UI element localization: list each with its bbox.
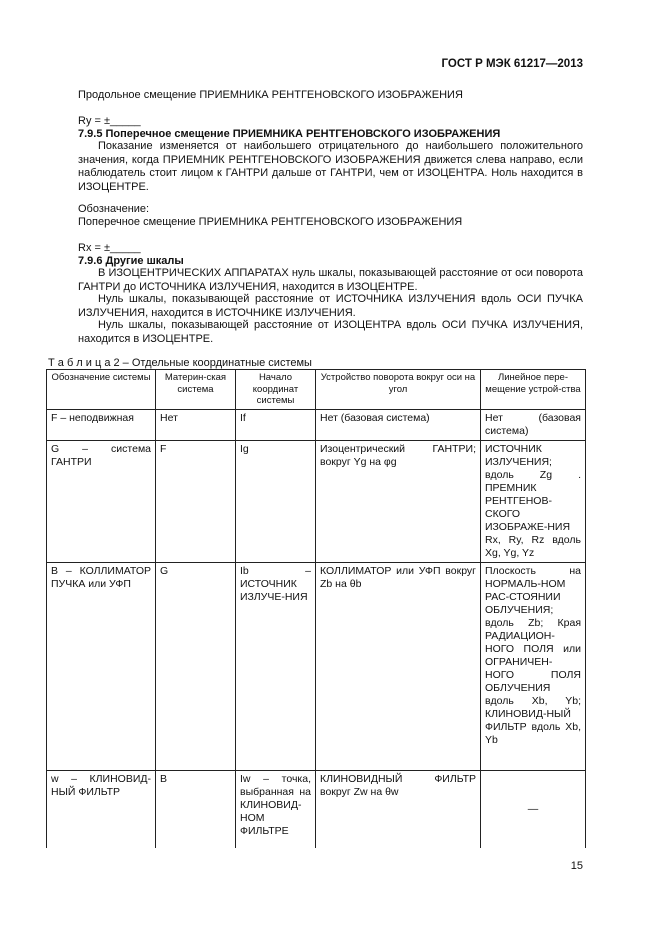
header-rotation: Устройство поворота вокруг оси на угол	[316, 370, 481, 410]
table-cell: If	[236, 409, 316, 440]
section-796-paragraph-1: В ИЗОЦЕНТРИЧЕСКИХ АППАРАТАХ нуль шкалы, показывающей расстояние от оси поворота ГАНТРИ до ИСТОЧНИКА ИЗЛУЧЕНИЯ, находится в ИЗОЦЕНТРЕ.	[78, 267, 583, 293]
page-number: 15	[570, 860, 583, 872]
table-cell: —	[481, 770, 586, 848]
notation-label: Обозначение:	[78, 203, 150, 215]
header-parent-system: Материн-ская система	[156, 370, 236, 410]
table-row	[47, 562, 586, 770]
section-796-paragraph-2: Нуль шкалы, показывающей расстояние от ИСТОЧНИКА ИЗЛУЧЕНИЯ вдоль ОСИ ПУЧКА ИЗЛУЧЕНИЯ, находится в ИСТОЧНИКЕ ИЗЛУЧЕНИЯ.	[78, 293, 583, 319]
table-cell: Нет (базовая система)	[316, 409, 481, 440]
ry-formula: Ry = ±_____	[78, 115, 141, 127]
standard-header: ГОСТ Р МЭК 61217—2013	[441, 58, 583, 70]
longitudinal-label: Продольное смещение ПРИЕМНИКА РЕНТГЕНОВСКОГО ИЗОБРАЖЕНИЯ	[78, 89, 463, 101]
section-795-text: Показание изменяется от наибольшего отрицательного до наибольшего положительного значения, когда ПРИЕМНИК РЕНТГЕНОВСКОГО ИЗОБРАЖЕНИЯ движется слева направо, если наблюдатель стоит лицом к ГАНТРИ дальше от ГАНТРИ, чем от ИЗОЦЕНТРА. Ноль находится в ИЗОЦЕНТРЕ.	[78, 140, 583, 193]
table-cell: B	[156, 770, 236, 848]
table-cell: Iw – точка, выбранная на КЛИНОВИД-НОМ ФИЛЬТРЕ	[236, 770, 316, 848]
rx-formula: Rx = ±_____	[78, 242, 141, 254]
table-cell: B – КОЛЛИМАТОР ПУЧКА или УФП	[47, 562, 156, 770]
header-linear-movement: Линейное пере-мещение устрой-ства	[481, 370, 586, 410]
section-796-paragraph-3: Нуль шкалы, показывающей расстояние от ИЗОЦЕНТРА вдоль ОСИ ПУЧКА ИЗЛУЧЕНИЯ, находится в ИЗОЦЕНТРЕ.	[78, 319, 583, 345]
table-cell: Ig	[236, 440, 316, 562]
table-cell: w – КЛИНОВИД-НЫЙ ФИЛЬТР	[47, 770, 156, 848]
table-header-row	[47, 370, 586, 410]
table-cell: F – неподвижная	[47, 409, 156, 440]
section-795-title: 7.9.5 Поперечное смещение ПРИЕМНИКА РЕНТГЕНОВСКОГО ИЗОБРАЖЕНИЯ	[78, 128, 501, 140]
table-cell: G – система ГАНТРИ	[47, 440, 156, 562]
coordinate-systems-table	[46, 369, 586, 848]
section-796-title: 7.9.6 Другие шкалы	[78, 255, 184, 267]
table-cell: G	[156, 562, 236, 770]
table-cell: КОЛЛИМАТОР или УФП вокруг Zb на θb	[316, 562, 481, 770]
header-system: Обозначение системы	[47, 370, 156, 410]
table-cell: Нет (базовая система)	[481, 409, 586, 440]
table-cell: Плоскость на НОРМАЛЬ-НОМ РАС-СТОЯНИИ ОБЛУЧЕНИЯ; вдоль Zb; Края РАДИАЦИОН-НОГО ПОЛЯ или ОГРАНИЧЕН-НОГО ПОЛЯ ОБЛУЧЕНИЯ вдоль Xb, Yb; КЛИНОВИД-НЫЙ ФИЛЬТР вдоль Xb, Yb	[481, 562, 586, 770]
table-cell: КЛИНОВИДНЫЙ ФИЛЬТР вокруг Zw на θw	[316, 770, 481, 848]
table-row	[47, 440, 586, 562]
table-cell: Изоцентрический ГАНТРИ; вокруг Yg на φg	[316, 440, 481, 562]
table-cell: ИСТОЧНИК ИЗЛУЧЕНИЯ; вдоль Zg . ПРЕМНИК РЕНТГЕНОВ-СКОГО ИЗОБРАЖЕ-НИЯ Rx, Ry, Rz вдоль Xg, Yg, Yz	[481, 440, 586, 562]
header-origin: Начало координат системы	[236, 370, 316, 410]
table-caption: Т а б л и ц а 2 – Отдельные координатные системы	[48, 357, 312, 369]
table-cell: Нет	[156, 409, 236, 440]
table-row	[47, 409, 586, 440]
table-cell: F	[156, 440, 236, 562]
transverse-label: Поперечное смещение ПРИЕМНИКА РЕНТГЕНОВСКОГО ИЗОБРАЖЕНИЯ	[78, 216, 463, 228]
table-row	[47, 770, 586, 848]
table-cell: Ib – ИСТОЧНИК ИЗЛУЧЕ-НИЯ	[236, 562, 316, 770]
